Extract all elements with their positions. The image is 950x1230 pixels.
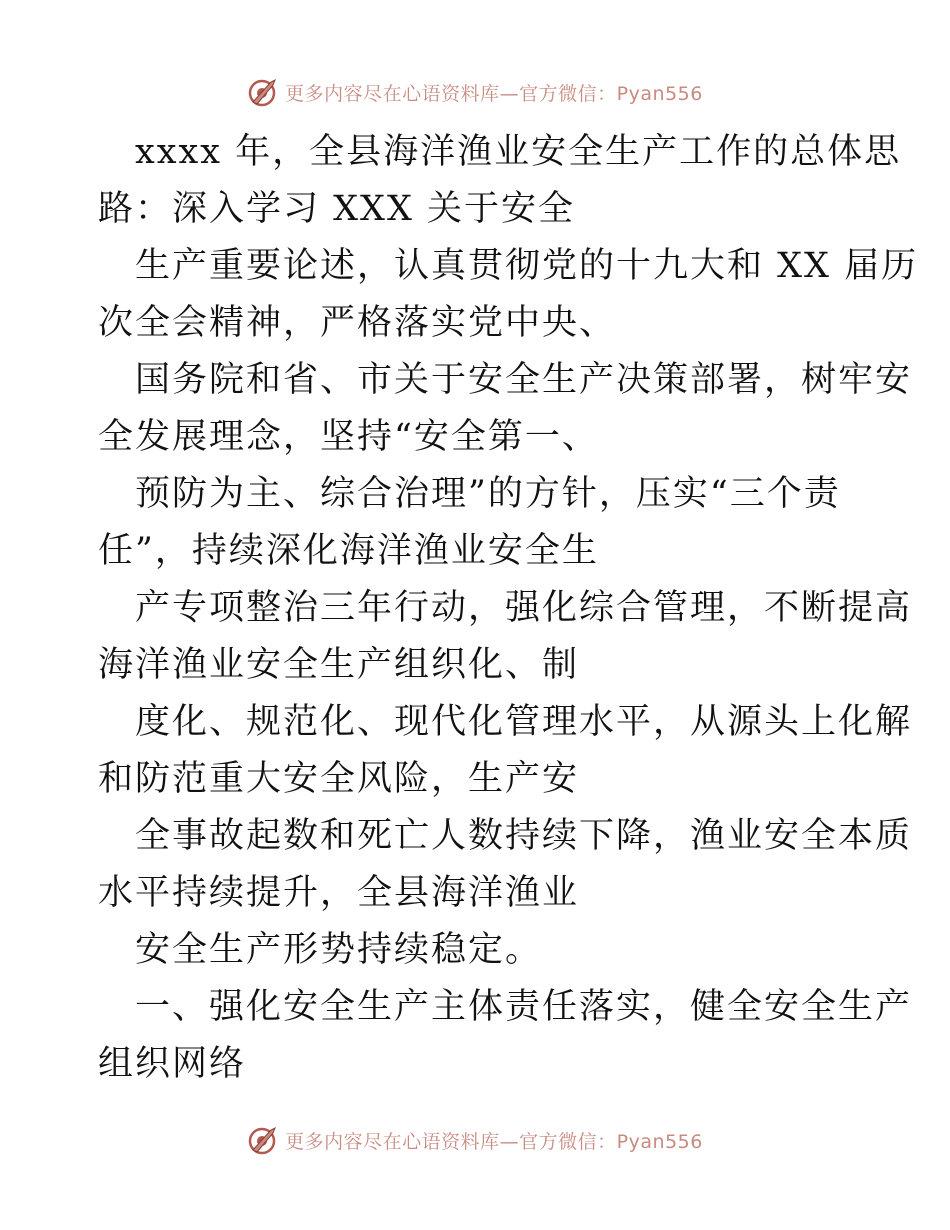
paragraph-5 [98,580,913,694]
paragraph-line: 任”，持续深化海洋渔业安全生 [98,531,599,571]
footer-banner-text: 更多内容尽在心语资料库—官方微信：Pyan556 [285,1130,703,1153]
paragraph-6 [98,694,913,808]
paragraph-line: 生产重要论述，认真贯彻党的十九大和 XX 届历 [135,246,919,286]
paragraph-3 [98,352,913,466]
paragraph-line: 路：深入学习 XXX 关于安全 [98,189,576,229]
paragraph-line: 产专项整治三年行动，强化综合管理，不断提高 [135,588,913,628]
paragraph-line: 海洋渔业安全生产组织化、制 [98,645,580,685]
paragraph-line: 全发展理念，坚持“安全第一、 [98,417,599,457]
paragraph-line: 安全生产形势持续稳定。 [135,930,543,970]
header-banner-text: 更多内容尽在心语资料库—官方微信：Pyan556 [285,82,703,105]
paragraph-line: 次全会精神，严格落实党中央、 [98,303,617,343]
section-heading-1 [98,979,913,1093]
paragraph-4 [98,466,858,580]
paragraph-2 [98,238,919,352]
quill-seal-icon [247,1124,279,1156]
paragraph-line: 组织网络 [98,1044,247,1084]
header-banner [0,72,950,112]
paragraph-line: 国务院和省、市关于安全生产决策部署，树牢安 [135,360,913,400]
paragraph-8 [98,922,858,979]
paragraph-line: 度化、规范化、现代化管理水平，从源头上化解 [135,702,913,742]
footer-banner [0,1120,950,1160]
paragraph-7 [98,808,913,922]
paragraph-line: 一、强化安全生产主体责任落实，健全安全生产 [135,987,913,1027]
paragraph-line: 和防范重大安全风险，生产安 [98,759,580,799]
paragraph-line: 全事故起数和死亡人数持续下降，渔业安全本质 [135,816,913,856]
paragraph-1 [98,124,902,238]
paragraph-line: 预防为主、综合治理”的方针，压实“三个责 [135,474,841,514]
paragraph-line: xxxx 年，全县海洋渔业安全生产工作的总体思 [135,132,902,172]
document-body [98,124,919,1093]
paragraph-line: 水平持续提升，全县海洋渔业 [98,873,580,913]
quill-seal-icon [247,76,279,108]
